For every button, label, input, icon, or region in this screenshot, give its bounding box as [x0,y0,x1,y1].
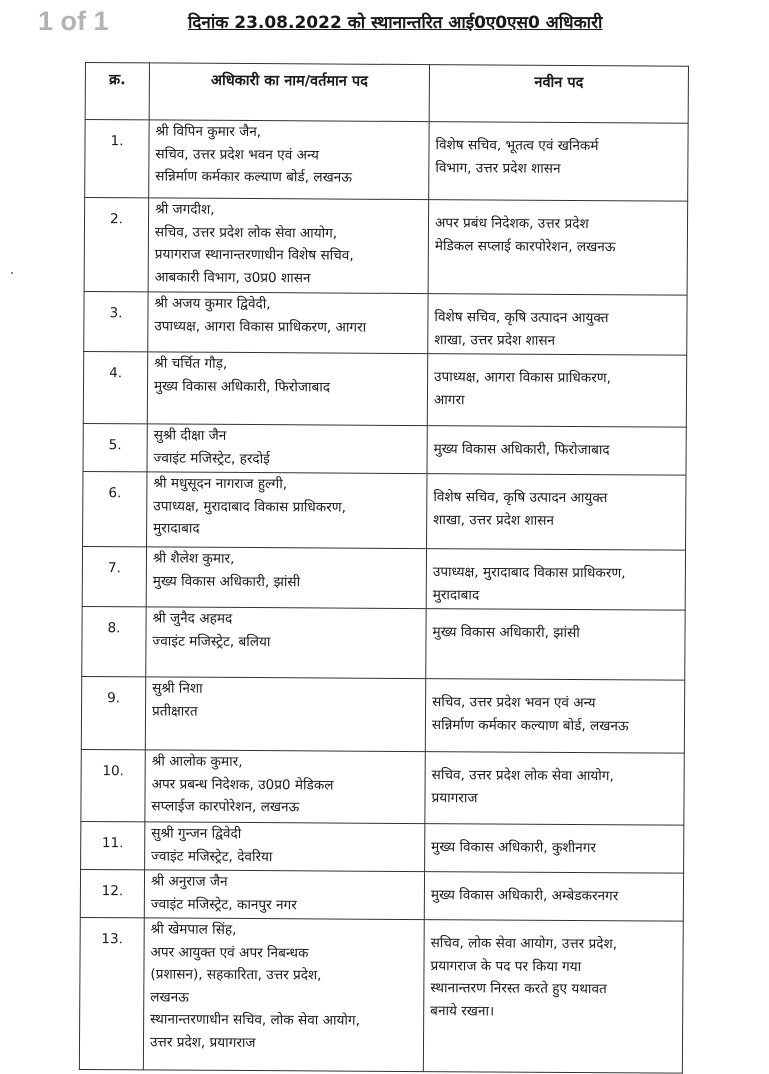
officer-cell [145,750,425,824]
officer-cell [144,870,424,920]
officer-cell [146,547,426,609]
officer-cell [147,472,427,549]
serial-number: 6. [83,471,147,546]
new-post-cell [429,122,688,202]
officer-line: लखनऊ [150,988,189,1006]
new-post-line: मुख्य विकास अधिकारी, झांसी [432,624,580,642]
officer-line: मुख्य विकास अधिकारी, फिरोजाबाद [153,377,331,396]
serial-number: 10. [81,749,145,821]
officer-line: श्री अजय कुमार द्विवेदी, [154,295,271,313]
table-row [79,917,683,1073]
serial-number: 13. [79,917,144,1069]
new-post-line: उपाध्यक्ष, आगरा विकास प्राधिकरण, [434,369,611,387]
new-post-line: मुख्य विकास अधिकारी, फिरोजाबाद [433,441,610,459]
officer-cell [143,918,424,1072]
new-post-cell [428,294,687,356]
new-post-line: शाखा, उत्तर प्रदेश शासन [434,331,556,349]
officer-line: श्री मधुसूदन नागराज हुल्गी, [153,475,288,493]
officer-cell [148,292,428,354]
new-post-cell [427,354,686,428]
officer-cell [145,677,425,752]
new-post-line: बनाये रखना। [430,1002,495,1020]
table-row [83,423,686,475]
officer-line: स्थानान्तरणाधीन सचिव, लोक सेवा आयोग, [150,1011,360,1029]
officer-line: (प्रशासन), सहकारिता, उत्तर प्रदेश, [150,966,322,984]
document-title: दिनांक 23.08.2022 को स्थानान्तरित आई0ए0एस0 अधिकारी [188,13,603,33]
new-post-cell [426,609,685,681]
new-post-line: सचिव, उत्तर प्रदेश भवन एवं अन्य [432,694,596,712]
header-new-post: नवीन पद [429,65,688,124]
new-post-line: सचिव, उत्तर प्रदेश लोक सेवा आयोग, [431,767,614,785]
new-post-cell [426,549,685,611]
new-post-cell [427,474,686,551]
officer-line: श्री चर्चित गौड़, [154,355,228,372]
officer-line: मुरादाबाद [153,520,200,537]
new-post-cell [424,872,683,922]
officer-line: सुश्री निशा [152,680,203,697]
new-post-line: विशेष सचिव, कृषि उत्पादन आयुक्त [433,489,608,507]
officer-line: सप्लाईज कारपोरेशन, लखनऊ [151,798,300,816]
serial-number: 2. [84,198,149,292]
serial-number: 4. [83,351,147,423]
new-post-line: प्रयागराज [431,789,478,806]
officer-line: मुख्य विकास अधिकारी, झांसी [152,572,301,590]
officer-line: उत्तर प्रदेश, प्रयागराज [149,1033,256,1051]
serial-number: 9. [81,676,145,749]
header-officer: अधिकारी का नाम/वर्तमान पद [149,63,429,122]
officer-cell [149,120,429,200]
serial-number: 5. [83,423,147,471]
officer-cell [145,822,425,872]
new-post-line: अपर प्रबंध निदेशक, उत्तर प्रदेश [434,215,589,233]
officer-line: सचिव, उत्तर प्रदेश लोक सेवा आयोग, [154,223,338,242]
officer-line: ज्वाइंट मजिस्ट्रेट, बलिया [152,632,271,650]
officer-line: प्रतीक्षारत [151,702,198,720]
page-counter: 1 of 1 [38,6,109,36]
officer-line: अपर प्रबन्ध निदेशक, उ0प्र0 मेडिकल [151,775,334,794]
new-post-cell [425,679,684,754]
officer-cell [148,198,429,294]
new-post-line: मुख्य विकास अधिकारी, कुशीनगर [431,839,597,857]
officer-line: सन्निर्माण कर्मकार कल्याण बोर्ड, लखनऊ [155,168,352,186]
serial-number: 1. [85,120,149,198]
serial-number: 3. [84,291,148,351]
officer-cell [146,607,426,679]
new-post-line: शाखा, उत्तर प्रदेश शासन [433,511,555,529]
new-post-line: मुरादाबाद [432,586,480,603]
table-row [83,351,686,427]
new-post-line: मुख्य विकास अधिकारी, अम्बेडकरनगर [430,887,619,905]
officer-line: श्री जुनैद अहमद [152,610,233,627]
scan-speck [11,272,13,274]
officer-line: श्री अनुराज जैन [150,873,228,890]
new-post-line: विशेष सचिव, कृषि उत्पादन आयुक्त [434,309,609,327]
serial-number: 7. [82,546,146,606]
officer-line: श्री विपिन कुमार जैन, [155,123,262,141]
officer-line: प्रयागराज स्थानान्तरणाधीन विशेष सचिव, [154,246,354,264]
header-serial: क्र. [85,63,149,120]
officer-line: उपाध्यक्ष, मुरादाबाद विकास प्राधिकरण, [153,497,347,516]
new-post-line: उपाध्यक्ष, मुरादाबाद विकास प्राधिकरण, [432,564,626,582]
new-post-line: विशेष सचिव, भूतत्व एवं खनिकर्म [435,137,599,155]
table-row [80,869,683,921]
new-post-line: स्थानान्तरण निरस्त करते हुए यथावत [430,980,607,998]
serial-number: 11. [81,821,145,869]
new-post-line: सचिव, लोक सेवा आयोग, उत्तर प्रदेश, [430,935,618,953]
officer-line: ज्वाइंट मजिस्ट्रेट, कानपुर नगर [150,895,297,913]
table-row [85,120,688,202]
table-body [79,120,688,1074]
officer-cell [147,424,427,474]
officer-line: श्री शैलेश कुमार, [152,550,235,567]
new-post-cell [427,426,686,476]
table-row [82,546,685,610]
officer-line: आबकारी विभाग, उ0प्र0 शासन [154,268,311,286]
officer-line: सचिव, उत्तर प्रदेश भवन एवं अन्य [155,145,319,163]
officer-line: सुश्री दीक्षा जैन [153,427,227,444]
new-post-cell [425,752,684,826]
officer-line: श्री जगदीश, [155,201,215,218]
officer-line: सुश्री गुन्जन द्विवेदी [151,825,242,842]
officer-line: उपाध्यक्ष, आगरा विकास प्राधिकरण, आगरा [154,317,367,336]
table-row [84,291,687,355]
new-post-line: मेडिकल सप्लाई कारपोरेशन, लखनऊ [434,237,616,255]
table-row [81,749,684,825]
new-post-line: आगरा [433,391,465,408]
table-row [82,606,685,680]
table-row [81,821,684,873]
new-post-cell [428,200,688,296]
officer-line: ज्वाइंट मजिस्ट्रेट, हरदोई [153,449,270,467]
transfer-table [79,62,689,1074]
officer-line: अपर आयुक्त एवं अपर निबन्धक [150,943,309,961]
new-post-line: सन्निर्माण कर्मकार कल्याण बोर्ड, लखनऊ [431,716,629,734]
new-post-line: प्रयागराज के पद पर किया गया [430,957,582,975]
new-post-cell [425,824,684,874]
serial-number: 8. [82,606,146,676]
serial-number: 12. [80,869,144,917]
officer-line: श्री खेमपाल सिंह, [150,921,237,938]
table-row [81,676,684,753]
table-row [83,471,686,550]
officer-line: ज्वाइंट मजिस्ट्रेट, देवरिया [151,847,273,865]
new-post-cell [423,920,683,1074]
table-header-row [85,63,688,124]
new-post-line: विभाग, उत्तर प्रदेश शासन [435,159,561,177]
officer-line: श्री आलोक कुमार, [151,753,243,770]
table-row [84,198,688,296]
officer-cell [147,352,427,426]
